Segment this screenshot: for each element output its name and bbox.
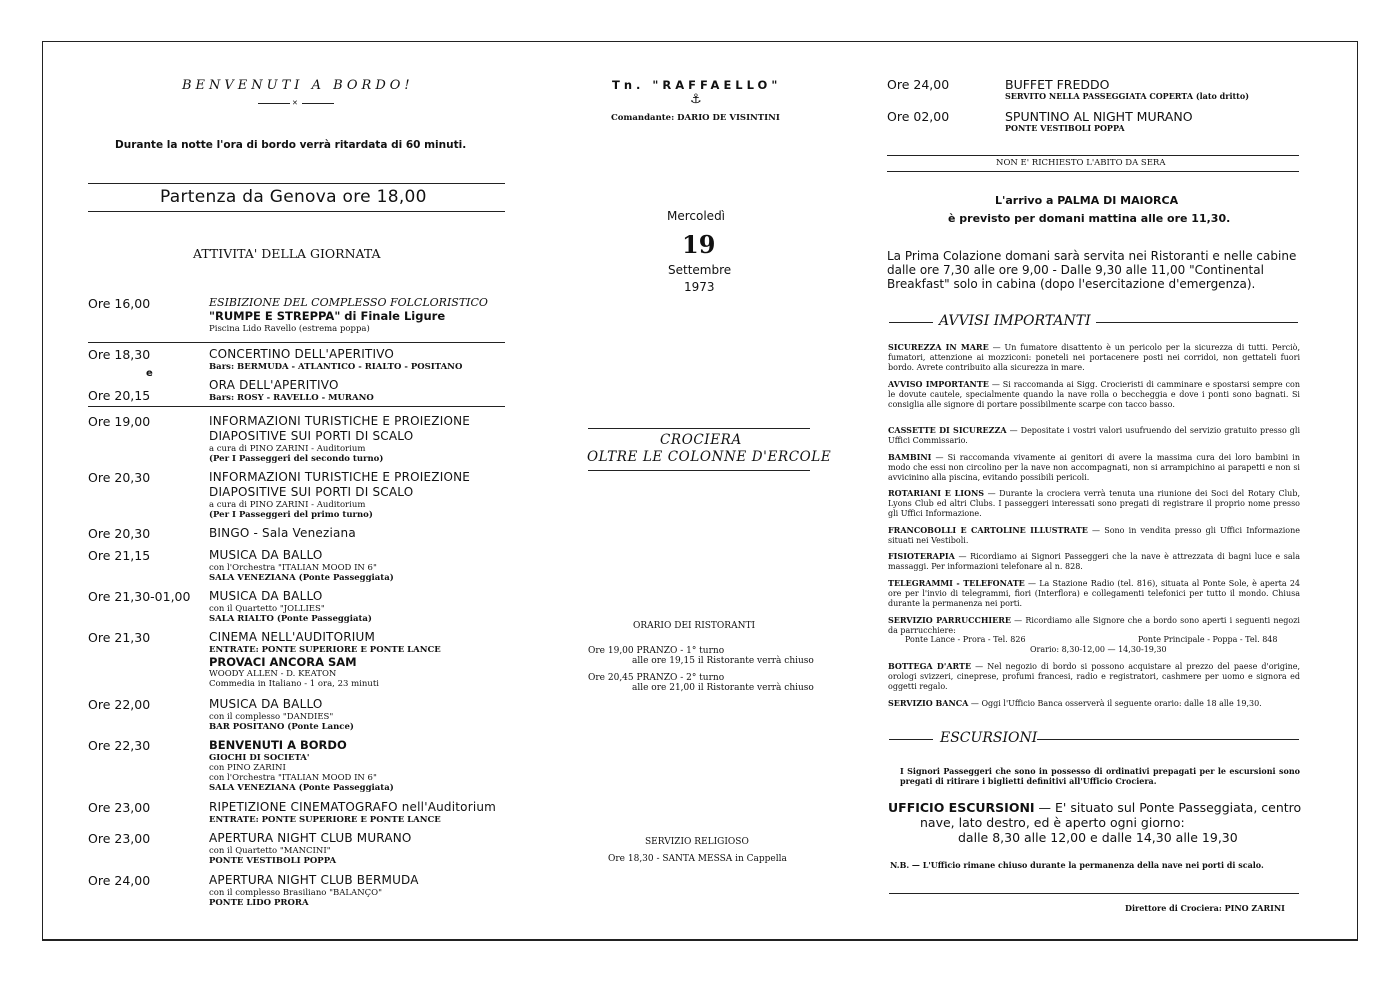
divider <box>887 171 1299 172</box>
notice-key: BAMBINI <box>888 452 932 462</box>
snack-time: Ore 02,00 <box>887 109 950 124</box>
event-time: Ore 18,30 <box>88 347 151 362</box>
event-location: BAR POSITANO (Ponte Lance) <box>209 722 354 732</box>
divider <box>887 155 1299 156</box>
welcome-ornament: ✕ <box>258 100 334 106</box>
event-title-2: DIAPOSITIVE SUI PORTI DI SCALO <box>209 429 414 443</box>
event-subtitle: "RUMPE E STREPPA" di Finale Ligure <box>209 309 446 323</box>
divider <box>88 183 505 184</box>
event-band: con l'Orchestra "ITALIAN MOOD IN 6" <box>209 773 377 783</box>
event-band: con il complesso "DANDIES" <box>209 712 334 722</box>
event-location: Bars: BERMUDA - ATLANTICO - RIALTO - POSITANO <box>209 362 463 372</box>
event-time: Ore 21,15 <box>88 548 151 563</box>
event-title: RIPETIZIONE CINEMATOGRAFO nell'Auditorium <box>209 800 497 814</box>
office-line-1: — E' situato sul Ponte Passeggiata, centro <box>1034 800 1302 815</box>
welcome-title: BENVENUTI A BORDO! <box>182 78 414 93</box>
event-entrances: ENTRATE: PONTE SUPERIORE E PONTE LANCE <box>209 645 441 655</box>
event-location: PONTE VESTIBOLI POPPA <box>209 856 337 866</box>
notice-key: BOTTEGA D'ARTE <box>888 661 972 671</box>
divider <box>88 211 505 212</box>
event-title: CONCERTINO DELL'APERITIVO <box>209 347 395 361</box>
snack-title: SPUNTINO AL NIGHT MURANO <box>1005 109 1193 124</box>
notice-banca <box>888 698 1300 709</box>
event-title-2: DIAPOSITIVE SUI PORTI DI SCALO <box>209 485 414 499</box>
event-title: APERTURA NIGHT CLUB MURANO <box>209 831 412 845</box>
notice-key: SERVIZIO BANCA <box>888 698 969 708</box>
event-title: INFORMAZIONI TURISTICHE E PROIEZIONE <box>209 414 471 428</box>
anchor-icon: ⚓ <box>690 92 702 107</box>
cruise-title-2: OLTRE LE COLONNE D'ERCOLE <box>587 449 832 465</box>
event-time: Ore 22,30 <box>88 738 151 753</box>
notices-title: AVVISI IMPORTANTI <box>939 313 1091 329</box>
lunch-second-close: alle ore 21,00 il Ristorante verrà chiuso <box>632 683 814 693</box>
notice-key: FISIOTERAPIA <box>888 551 955 561</box>
divider <box>1037 739 1299 740</box>
nb-note: N.B. — L'Ufficio rimane chiuso durante la permanenza della nave nei porti di scalo. <box>890 860 1264 870</box>
notice-text: — Durante la crociera verrà tenuta una riunione dei Soci del Rotary Club, Lyons Club ed altri Clubs. I passeggeri interessati sono pregati di registrare il proprio nome presso gli Uffici Informazione. <box>888 489 1300 518</box>
ship-name: Tn. "RAFFAELLO" <box>612 78 782 92</box>
event-connector: e <box>146 368 153 379</box>
event-title: CINEMA NELL'AUDITORIUM <box>209 630 376 644</box>
notice-sicurezza <box>888 342 1300 373</box>
notice-text: — Ricordiamo alle Signore che a bordo sono aperti i seguenti negozi da parrucchiere: <box>888 616 1300 635</box>
event-location: SALA VENEZIANA (Ponte Passeggiata) <box>209 573 394 583</box>
cruise-director: Direttore di Crociera: PINO ZARINI <box>1125 903 1285 913</box>
event-host: con PINO ZARINI <box>209 763 286 773</box>
time-change-notice: Durante la notte l'ora di bordo verrà ritardata di 60 minuti. <box>115 139 467 151</box>
event-note: (Per I Passeggeri del secondo turno) <box>209 454 384 464</box>
activities-title: ATTIVITA' DELLA GIORNATA <box>193 246 381 261</box>
event-host: a cura di PINO ZARINI - Auditorium <box>209 500 366 510</box>
event-title: ESIBIZIONE DEL COMPLESSO FOLCLORISTICO <box>209 296 488 309</box>
buffet-time: Ore 24,00 <box>887 77 950 92</box>
arrival-line-1: L'arrivo a PALMA DI MAIORCA <box>995 194 1179 207</box>
event-title: MUSICA DA BALLO <box>209 697 323 711</box>
excursion-office <box>888 800 1301 815</box>
hairdresser-hours: Orario: 8,30-12,00 — 14,30-19,30 <box>1030 645 1167 654</box>
divider <box>889 739 933 740</box>
event-time: Ore 16,00 <box>88 296 151 311</box>
office-line-3: dalle 8,30 alle 12,00 e dalle 14,30 alle 19,30 <box>958 830 1238 845</box>
event-location: SALA VENEZIANA (Ponte Passeggiata) <box>209 783 394 793</box>
event-time: Ore 20,30 <box>88 470 151 485</box>
notice-key: CASSETTE DI SICUREZZA <box>888 425 1007 435</box>
movie-title: PROVACI ANCORA SAM <box>209 655 357 669</box>
divider <box>588 470 810 471</box>
notice-text: — La Stazione Radio (tel. 816), situata al Ponte Sole, è aperta 24 ore per l'invio di telegrammi, fiori (Interflora) e collegamenti telefonici per tutto il mondo. Chiusa durante la permanenza nei porti. <box>888 579 1300 608</box>
event-entrances: ENTRATE: PONTE SUPERIORE E PONTE LANCE <box>209 815 441 825</box>
notice-key: FRANCOBOLLI E CARTOLINE ILLUSTRATE <box>888 525 1088 535</box>
arrival-line-2: è previsto per domani mattina alle ore 11,30. <box>948 212 1231 225</box>
event-host: a cura di PINO ZARINI - Auditorium <box>209 444 366 454</box>
religious-title: SERVIZIO RELIGIOSO <box>645 837 749 847</box>
lunch-second-turn: Ore 20,45 PRANZO - 2° turno <box>588 673 725 683</box>
event-note: (Per I Passeggeri del primo turno) <box>209 510 373 520</box>
divider <box>88 406 505 407</box>
event-title: BINGO - Sala Veneziana <box>209 526 356 540</box>
notice-text: — Un fumatore disattento è un pericolo per la sicurezza di tutti. Perciò, fumatori, attenzione ai mozziconi: poneteli nei portacenere posti nei corridoi, non gettateli fuori bordo. Avrete contribuito alla sicurezza in mare. <box>888 343 1301 372</box>
notice-key: ROTARIANI E LIONS <box>888 488 985 498</box>
notice-text: — Si raccomanda ai Sigg. Crocieristi di camminare e spostarsi sempre con le dovute cautele, specialmente quando la nave rolla o beccheggia e dove i ponti sono bagnati. Si consiglia alle signore di portare possibilmente scarpe con tacco basso. <box>888 380 1300 409</box>
notice-key: TELEGRAMMI - TELEFONATE <box>888 578 1025 588</box>
event-location: PONTE LIDO PRORA <box>209 898 309 908</box>
event-band: con il Quartetto "MANCINI" <box>209 846 331 856</box>
event-time: Ore 22,00 <box>88 697 151 712</box>
notice-key: SICUREZZA IN MARE <box>888 342 989 352</box>
movie-cast: WOODY ALLEN - D. KEATON <box>209 669 337 679</box>
notice-text: — Nel negozio di bordo si possono acquistare al prezzo del paese d'origine, orologi svizzeri, cineprese, profumi francesi, radio e registratori, cashmere per uomo e signora ed oggetti regalo. <box>888 662 1301 691</box>
notice-avviso <box>888 379 1300 410</box>
event-time: Ore 23,00 <box>88 800 151 815</box>
notice-text: — Sono in vendita presso gli Uffici Informazione situati nei Vestiboli. <box>888 526 1300 545</box>
excursions-notice: I Signori Passeggeri che sono in possesso di ordinativi prepagati per le escursioni sono pregati di ritirare i biglietti definitivi all'Ufficio Crociera. <box>900 766 1300 786</box>
buffet-title: BUFFET FREDDO <box>1005 77 1110 92</box>
event-title: MUSICA DA BALLO <box>209 548 323 562</box>
month: Settembre <box>668 263 732 277</box>
notice-text: — Si raccomanda vivamente ai genitori di avere la massima cura dei loro bambini in modo che essi non circolino per la nave non accompagnati, non si arrampichino ai parapetti e non si avvicinino alla piscina, evitando possibili pericoli. <box>888 453 1300 482</box>
divider <box>1096 322 1298 323</box>
event-title: APERTURA NIGHT CLUB BERMUDA <box>209 873 419 887</box>
lunch-first-turn: Ore 19,00 PRANZO - 1° turno <box>588 646 725 656</box>
notice-fisioterapia <box>888 551 1300 572</box>
event-location: Bars: ROSY - RAVELLO - MURANO <box>209 393 374 403</box>
divider <box>588 428 810 429</box>
movie-info: Commedia in Italiano - 1 ora, 23 minuti <box>209 679 379 689</box>
departure-title: Partenza da Genova ore 18,00 <box>160 187 427 207</box>
divider <box>889 893 1299 894</box>
year: 1973 <box>684 280 715 294</box>
event-title: ORA DELL'APERITIVO <box>209 378 339 392</box>
event-band: con l'Orchestra "ITALIAN MOOD IN 6" <box>209 563 377 573</box>
breakfast-line-3: Breakfast" solo in cabina (dopo l'esercitazione d'emergenza). <box>887 277 1256 291</box>
weekday: Mercoledì <box>667 209 726 223</box>
event-time: Ore 24,00 <box>88 873 151 888</box>
divider <box>889 322 933 323</box>
divider <box>88 342 505 343</box>
event-time: Ore 21,30 <box>88 630 151 645</box>
breakfast-line-1: La Prima Colazione domani sarà servita nei Ristoranti e nelle cabine <box>887 249 1297 263</box>
commander: Comandante: DARIO DE VISINTINI <box>611 113 780 123</box>
hairdresser-prora: Ponte Lance - Prora - Tel. 826 <box>905 635 1026 644</box>
event-band: con il complesso Brasiliano "BALANÇO" <box>209 888 383 898</box>
event-location: Piscina Lido Ravello (estrema poppa) <box>209 324 370 334</box>
notice-bambini <box>888 452 1300 483</box>
mass-time: Ore 18,30 - SANTA MESSA in Cappella <box>608 854 787 864</box>
notice-text: — Ricordiamo ai Signori Passeggeri che la nave è attrezzata di bagni luce e sala massaggi. Per informazioni telefonare al n. 828. <box>888 552 1300 571</box>
notice-rotariani <box>888 488 1300 519</box>
hairdresser-poppa: Ponte Principale - Poppa - Tel. 848 <box>1138 635 1278 644</box>
buffet-location: SERVITO NELLA PASSEGGIATA COPERTA (lato dritto) <box>1005 91 1249 101</box>
notice-key: AVVISO IMPORTANTE <box>888 379 989 389</box>
notice-key: SERVIZIO PARRUCCHIERE <box>888 615 1011 625</box>
notice-text: — Depositate i vostri valori usufruendo del servizio gratuito presso gli Uffici Commissario. <box>888 426 1301 445</box>
excursions-title: ESCURSIONI <box>940 730 1038 746</box>
event-band: con il Quartetto "JOLLIES" <box>209 604 325 614</box>
snack-location: PONTE VESTIBOLI POPPA <box>1005 123 1125 133</box>
event-time: Ore 19,00 <box>88 414 151 429</box>
event-time: Ore 20,30 <box>88 526 151 541</box>
cruise-title-1: CROCIERA <box>660 432 742 448</box>
lunch-first-close: alle ore 19,15 il Ristorante verrà chiuso <box>632 656 814 666</box>
event-title: MUSICA DA BALLO <box>209 589 323 603</box>
breakfast-line-2: dalle ore 7,30 alle ore 9,00 - Dalle 9,30 alle 11,00 "Continental <box>887 263 1264 277</box>
event-time: Ore 21,30-01,00 <box>88 589 191 604</box>
notice-telegrammi <box>888 578 1300 609</box>
event-title: INFORMAZIONI TURISTICHE E PROIEZIONE <box>209 470 471 484</box>
office-key: UFFICIO ESCURSIONI <box>888 800 1035 815</box>
event-time: Ore 20,15 <box>88 388 151 403</box>
notice-cassette <box>888 425 1300 446</box>
notice-parrucchiere <box>888 615 1300 636</box>
notice-francobolli <box>888 525 1300 546</box>
dress-code: NON E' RICHIESTO L'ABITO DA SERA <box>996 158 1166 168</box>
office-line-2: nave, lato destro, ed è aperto ogni giorno: <box>920 815 1185 830</box>
restaurants-title: ORARIO DEI RISTORANTI <box>633 621 756 631</box>
notice-bottega <box>888 661 1300 692</box>
notice-text: — Oggi l'Ufficio Banca osserverà il seguente orario: dalle 18 alle 19,30. <box>968 699 1262 708</box>
event-location: SALA RIALTO (Ponte Passeggiata) <box>209 614 372 624</box>
day-number: 19 <box>682 230 716 259</box>
event-subtitle: GIOCHI DI SOCIETA' <box>209 753 310 763</box>
event-time: Ore 23,00 <box>88 831 151 846</box>
event-title: BENVENUTI A BORDO <box>209 738 347 752</box>
